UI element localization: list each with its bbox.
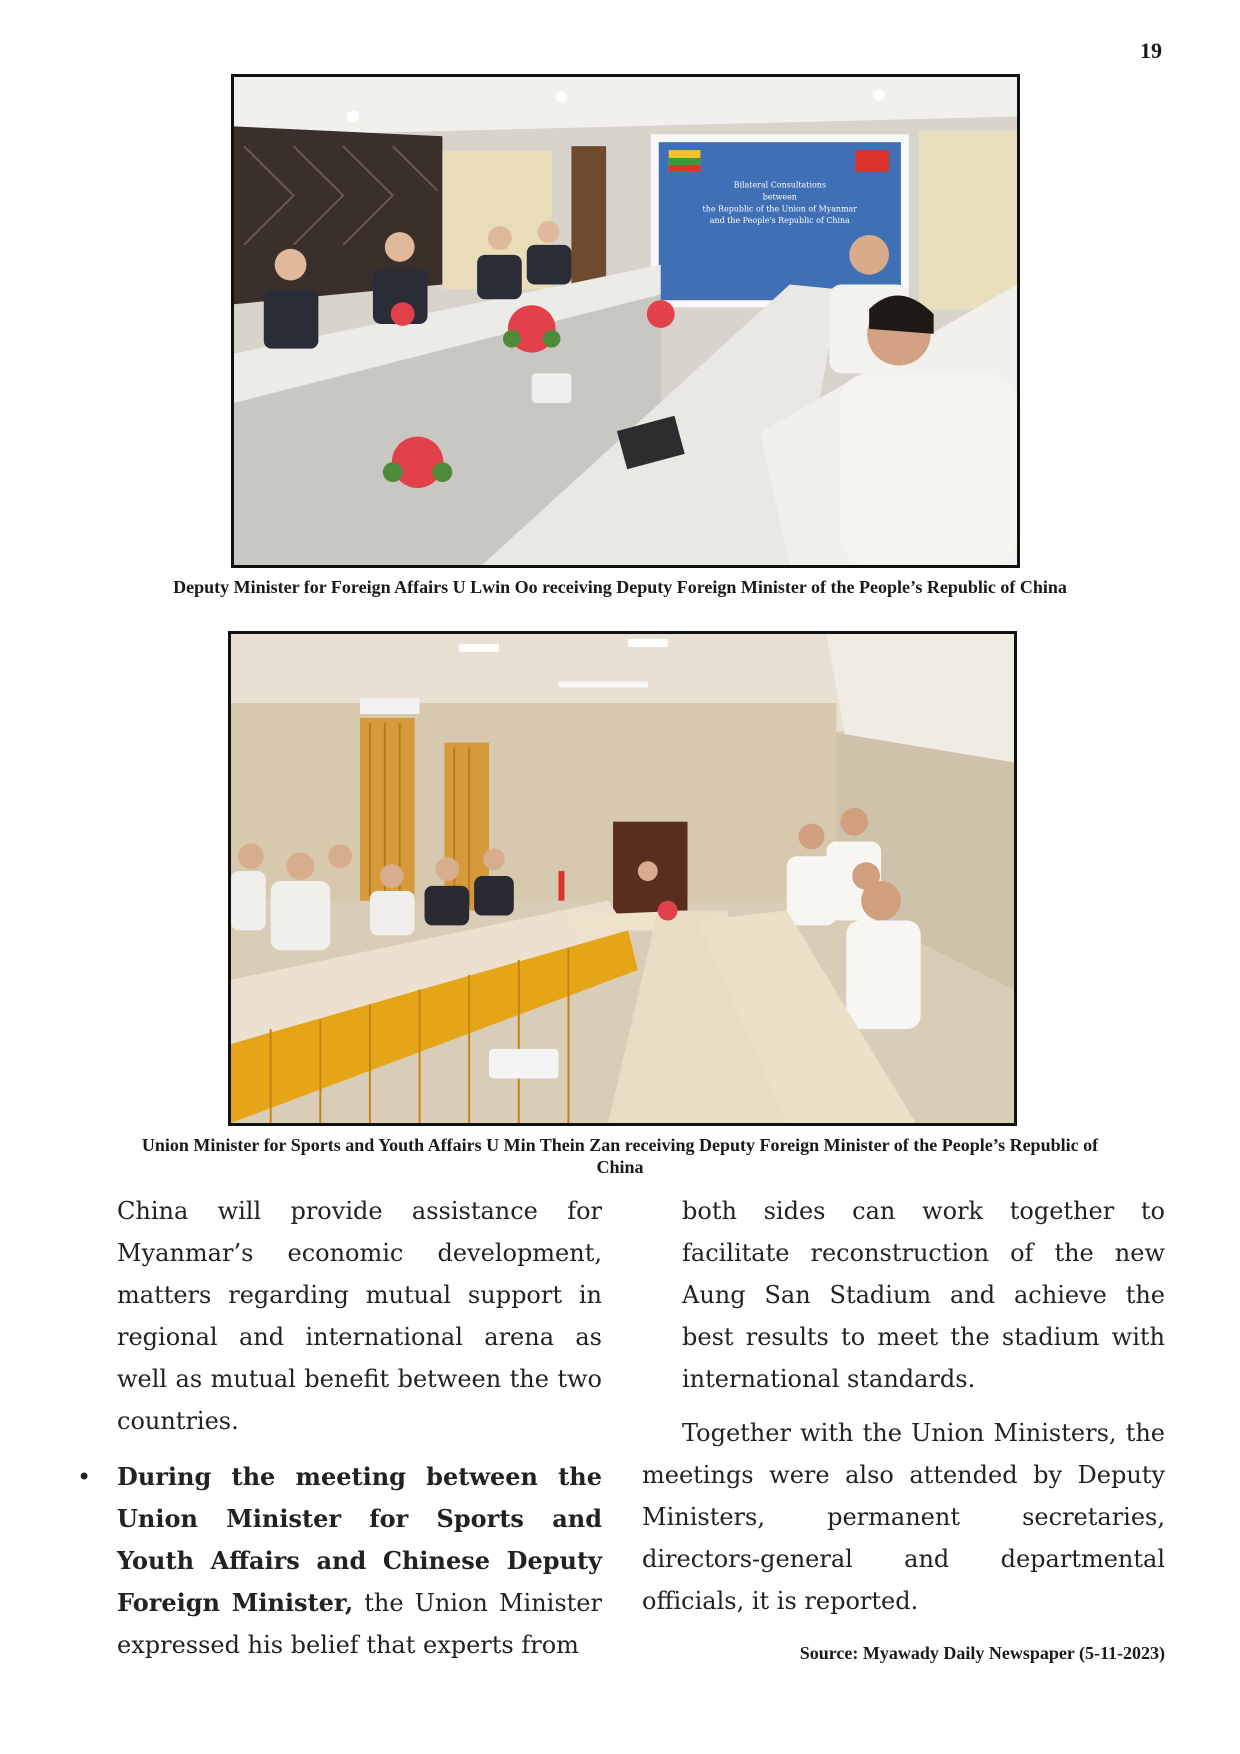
meeting-photo-2-image bbox=[231, 634, 1014, 1123]
paragraph-right-2: Together with the Union Ministers, the meetings were also attended by Deputy Ministers, permanent secretaries, directors-general and departmental officials, it is reported. bbox=[642, 1419, 1165, 1615]
svg-text:and the People's Republic of C: and the People's Republic of China bbox=[709, 216, 850, 226]
bullet-paragraph bbox=[77, 1456, 602, 1666]
meeting-photo-2 bbox=[228, 631, 1017, 1126]
photo-caption-2: Union Minister for Sports and Youth Affairs U Min Thein Zan receiving Deputy Foreign Minister of the People’s Republic of China bbox=[141, 1135, 1099, 1177]
meeting-photo-1-image bbox=[234, 77, 1017, 565]
paragraph-right-1: both sides can work together to facilitate reconstruction of the new Aung San Stadium and achieve the best results to meet the stadium with international standards. bbox=[682, 1197, 1165, 1393]
page-number: 19 bbox=[1140, 38, 1162, 63]
article-column-left bbox=[77, 1190, 602, 1666]
bullet-bold-lead: During the meeting between the Union Minister for Sports and Youth Affairs and Chinese Deputy Foreign Minister, bbox=[117, 1462, 602, 1617]
photo-caption-1: Deputy Minister for Foreign Affairs U Lwin Oo receiving Deputy Foreign Minister of the People’s Republic of China bbox=[173, 577, 1067, 597]
svg-text:Bilateral Consultations: Bilateral Consultations bbox=[733, 180, 826, 190]
bullet-text: the Union Minister expressed his belief that experts from bbox=[117, 1589, 602, 1659]
paragraph-left-1: China will provide assistance for Myanmar’s economic development, matters regarding mutual support in regional and international arena as well as mutual benefit between the two countries. bbox=[117, 1197, 602, 1435]
source-credit: Source: Myawady Daily Newspaper (5-11-2023) bbox=[799, 1643, 1165, 1663]
article-column-right bbox=[642, 1190, 1165, 1622]
svg-text:between: between bbox=[762, 192, 797, 202]
svg-text:the Republic of the Union of M: the Republic of the Union of Myanmar bbox=[702, 204, 858, 214]
meeting-photo-1 bbox=[231, 74, 1020, 568]
bullet-icon: • bbox=[77, 1463, 92, 1491]
